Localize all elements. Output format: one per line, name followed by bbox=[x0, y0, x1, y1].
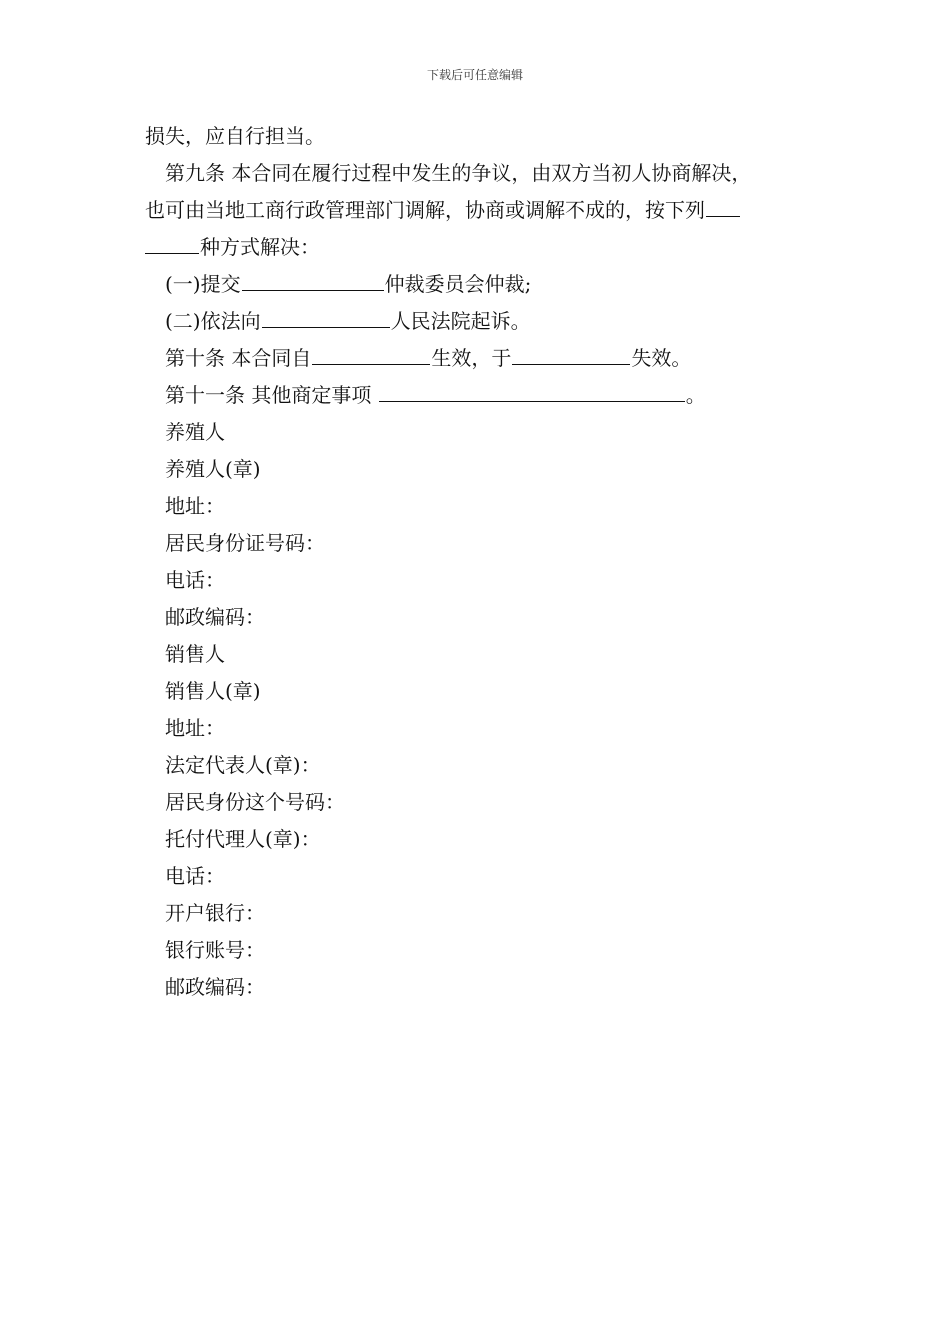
fill-in-blank[interactable] bbox=[312, 342, 430, 365]
breeder-title: 养殖人 bbox=[165, 420, 225, 444]
seller-postcode: 邮政编码： bbox=[165, 975, 265, 999]
text: (二)依法向 bbox=[165, 309, 261, 333]
breeder-postcode: 邮政编码： bbox=[165, 605, 265, 629]
fill-in-blank[interactable] bbox=[706, 194, 740, 217]
article-10-line bbox=[145, 340, 825, 377]
fill-in-blank[interactable] bbox=[262, 305, 390, 328]
text: 失效。 bbox=[631, 346, 692, 370]
article-9-line-2 bbox=[145, 192, 825, 229]
fill-in-blank[interactable] bbox=[242, 268, 384, 291]
seller-phone: 电话： bbox=[165, 864, 225, 888]
seller-title: 销售人 bbox=[165, 642, 225, 666]
text: (一)提交 bbox=[165, 272, 241, 296]
text: 种方式解决： bbox=[200, 235, 320, 259]
seller-id-number: 居民身份这个号码： bbox=[165, 790, 345, 814]
breeder-address: 地址： bbox=[165, 494, 225, 518]
text: 仲裁委员会仲裁; bbox=[384, 272, 532, 296]
text: 人民法院起诉。 bbox=[390, 309, 531, 333]
seller-seal: 销售人(章) bbox=[165, 679, 261, 703]
fill-in-blank[interactable] bbox=[145, 231, 199, 254]
seller-address: 地址： bbox=[165, 716, 225, 740]
option-2-line bbox=[145, 303, 825, 340]
text: 也可由当地工商行政管理部门调解，协商或调解不成的，按下列 bbox=[145, 198, 705, 222]
fill-in-blank[interactable] bbox=[512, 342, 630, 365]
breeder-seal: 养殖人(章) bbox=[165, 457, 261, 481]
seller-agent: 托付代理人(章)： bbox=[165, 827, 321, 851]
page-header: 下载后可任意编辑 bbox=[426, 68, 523, 82]
text: 。 bbox=[685, 383, 706, 407]
paragraph-line bbox=[145, 118, 825, 155]
fill-in-blank[interactable] bbox=[379, 379, 685, 402]
seller-account: 银行账号： bbox=[165, 938, 265, 962]
document-body bbox=[145, 118, 825, 1006]
breeder-phone: 电话： bbox=[165, 568, 225, 592]
seller-bank: 开户银行： bbox=[165, 901, 265, 925]
seller-legal-rep: 法定代表人(章)： bbox=[165, 753, 321, 777]
article-9-line-1 bbox=[145, 155, 825, 192]
text: 生效，于 bbox=[431, 346, 512, 370]
article-11-line bbox=[145, 377, 825, 414]
text: 第九条 本合同在履行过程中发生的争议，由双方当初人协商解决， bbox=[165, 161, 752, 185]
option-1-line bbox=[145, 266, 825, 303]
text: 第十一条 其他商定事项 bbox=[165, 383, 378, 407]
article-9-line-3 bbox=[145, 229, 825, 266]
text: 损失，应自行担当。 bbox=[145, 124, 325, 148]
breeder-id-number: 居民身份证号码： bbox=[165, 531, 325, 555]
text: 第十条 本合同自 bbox=[165, 346, 312, 370]
